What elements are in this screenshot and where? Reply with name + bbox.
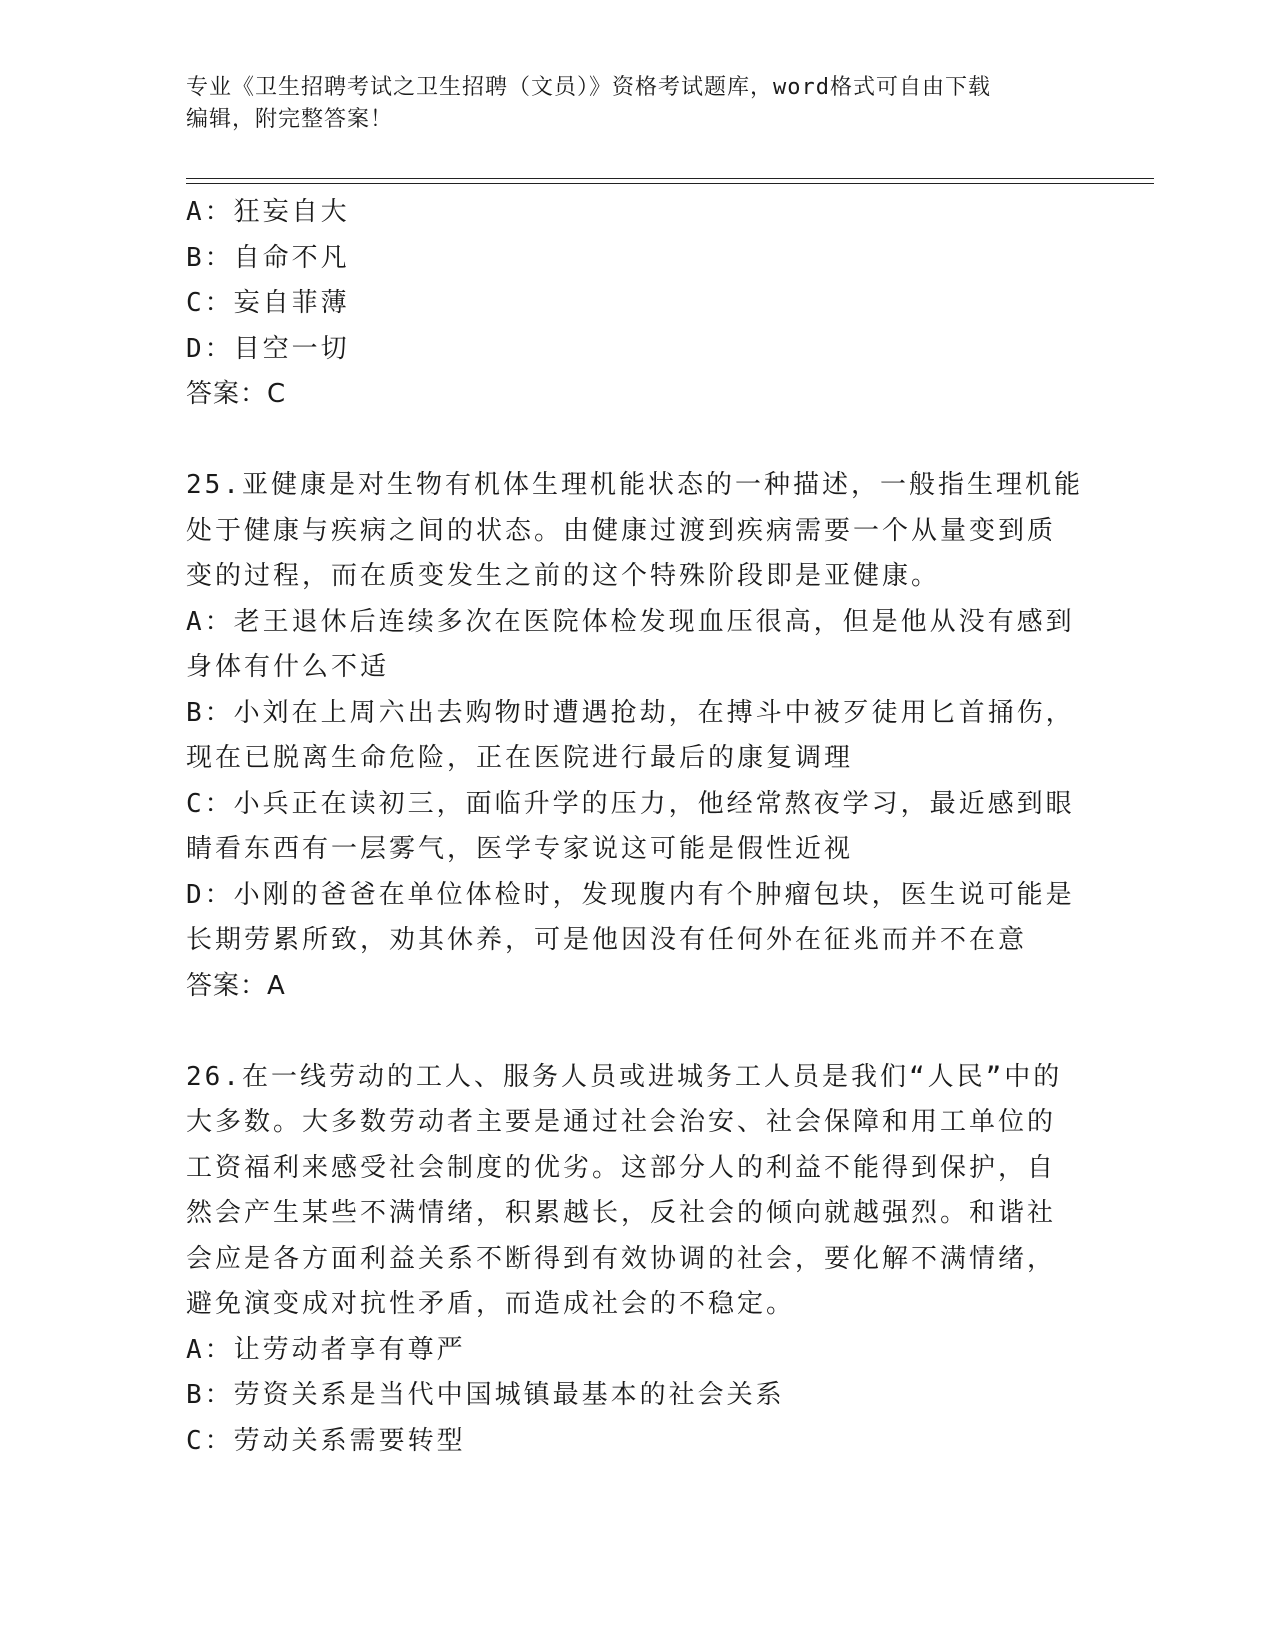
option-a: A：老王退休后连续多次在医院体检发现血压很高，但是他从没有感到 [186, 606, 1075, 637]
question-stem-line: 会应是各方面利益关系不断得到有效协调的社会，要化解不满情绪， [186, 1243, 1057, 1274]
option-c: C：小兵正在读初三，面临升学的压力，他经常熬夜学习，最近感到眼 [186, 788, 1075, 819]
question-stem-line: 避免演变成对抗性矛盾，而造成社会的不稳定。 [186, 1289, 796, 1319]
spacer [186, 1009, 1086, 1055]
option-a-cont: 身体有什么不适 [186, 652, 390, 682]
prev-question [186, 190, 1086, 418]
option-d-cont: 长期劳累所致，劝其休养，可是他因没有任何外在征兆而并不在意 [186, 925, 1028, 955]
question-25 [186, 463, 1086, 1009]
option-d: D：小刚的爸爸在单位体检时，发现腹内有个肿瘤包块，医生说可能是 [186, 879, 1075, 910]
option-b: B：自命不凡 [186, 242, 350, 273]
question-stem-line: 25.亚健康是对生物有机体生理机能状态的一种描述，一般指生理机能 [186, 470, 1083, 500]
option-a: A：让劳动者享有尊严 [186, 1334, 466, 1365]
question-stem-line: 26.在一线劳动的工人、服务人员或进城务工人员是我们“人民”中的 [186, 1061, 1063, 1092]
option-c-cont: 睛看东西有一层雾气，医学专家说这可能是假性近视 [186, 834, 854, 864]
document-header [186, 72, 1086, 136]
option-b-cont: 现在已脱离生命危险，正在医院进行最后的康复调理 [186, 743, 854, 773]
question-26 [186, 1055, 1086, 1465]
question-stem-line: 大多数。大多数劳动者主要是通过社会治安、社会保障和用工单位的 [186, 1107, 1057, 1137]
header-rule [186, 178, 1154, 179]
header-rule [186, 183, 1154, 184]
answer-line: 答案：A [186, 970, 286, 1001]
question-stem-line: 工资福利来感受社会制度的优劣。这部分人的利益不能得到保护，自 [186, 1152, 1057, 1183]
spacer [186, 418, 1086, 464]
header-line: 专业《卫生招聘考试之卫生招聘（文员）》资格考试题库，word格式可自由下载 [186, 75, 991, 100]
option-b: B：小刘在上周六出去购物时遭遇抢劫，在搏斗中被歹徒用匕首捅伤， [186, 697, 1075, 728]
answer-line: 答案：C [186, 379, 287, 409]
option-a: A：狂妄自大 [186, 197, 350, 227]
question-stem-line: 处于健康与疾病之间的状态。由健康过渡到疾病需要一个从量变到质 [186, 515, 1057, 546]
question-content [186, 190, 1086, 1464]
option-d: D：目空一切 [186, 333, 350, 364]
option-c: C：妄自菲薄 [186, 288, 350, 318]
question-stem-line: 变的过程，而在质变发生之前的这个特殊阶段即是亚健康。 [186, 561, 941, 591]
question-stem-line: 然会产生某些不满情绪，积累越长，反社会的倾向就越强烈。和谐社 [186, 1198, 1057, 1228]
header-line: 编辑，附完整答案！ [186, 107, 394, 132]
option-b: B：劳资关系是当代中国城镇最基本的社会关系 [186, 1380, 785, 1410]
option-c: C：劳动关系需要转型 [186, 1425, 466, 1456]
